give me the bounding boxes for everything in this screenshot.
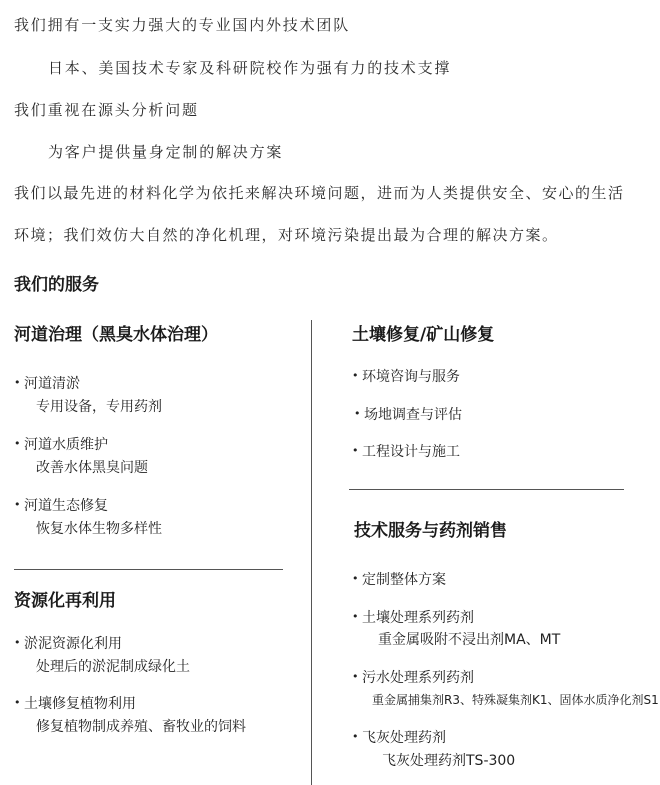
right-section-divider [349,489,624,490]
soil-item-2: • 场地调查与评估 [354,404,462,424]
intro-line-4: 为客户提供量身定制的解决方案 [48,143,284,161]
river-item-1-detail: 专用设备，专用药剂 [36,399,162,415]
intro-line-1: 我们拥有一支实力强大的专业国内外技术团队 [14,16,351,34]
river-item-1: • 河道清淤 [14,373,80,393]
tech-item-3: • 污水处理系列药剂 [352,667,474,687]
intro-line-6: 环境；我们效仿大自然的净化机理，对环境污染提出最为合理的解决方案。 [14,226,559,244]
tech-item-4: • 飞灰处理药剂 [352,727,446,747]
tech-item-3-detail: 重金属捕集剂R3、特殊凝集剂K1、固体水质净化剂S1 [372,693,659,707]
intro-line-2: 日本、美国技术专家及科研院校作为强有力的技术支撑 [48,59,452,77]
reuse-item-2: • 土壤修复植物利用 [14,693,136,713]
intro-line-5: 我们以最先进的材料化学为依托来解决环境问题，进而为人类提供安全、安心的生活 [14,184,625,202]
tech-title: 技术服务与药剂销售 [354,521,507,541]
intro-line-3: 我们重视在源头分析问题 [14,101,199,119]
soil-item-1: • 环境咨询与服务 [352,366,460,386]
river-item-3-detail: 恢复水体生物多样性 [36,521,162,537]
left-section-divider [14,569,283,570]
reuse-title: 资源化再利用 [14,591,116,611]
tech-item-2: • 土壤处理系列药剂 [352,607,474,627]
reuse-item-1-detail: 处理后的淤泥制成绿化土 [36,659,190,675]
tech-item-4-detail: 飞灰处理药剂TS-300 [382,753,516,769]
river-item-3: • 河道生态修复 [14,495,108,515]
reuse-item-1: • 淤泥资源化利用 [14,633,122,653]
soil-item-3: • 工程设计与施工 [352,441,460,461]
reuse-item-2-detail: 修复植物制成养殖、畜牧业的饲料 [36,719,246,735]
river-title: 河道治理（黑臭水体治理） [14,325,218,345]
tech-item-2-detail: 重金属吸附不浸出剂MA、MT [378,632,561,648]
soil-title: 土壤修复/矿山修复 [352,325,495,345]
river-item-2: • 河道水质维护 [14,434,108,454]
column-divider [311,320,312,785]
tech-item-1: • 定制整体方案 [352,569,446,589]
river-item-2-detail: 改善水体黑臭问题 [36,460,148,476]
services-title: 我们的服务 [14,275,99,295]
